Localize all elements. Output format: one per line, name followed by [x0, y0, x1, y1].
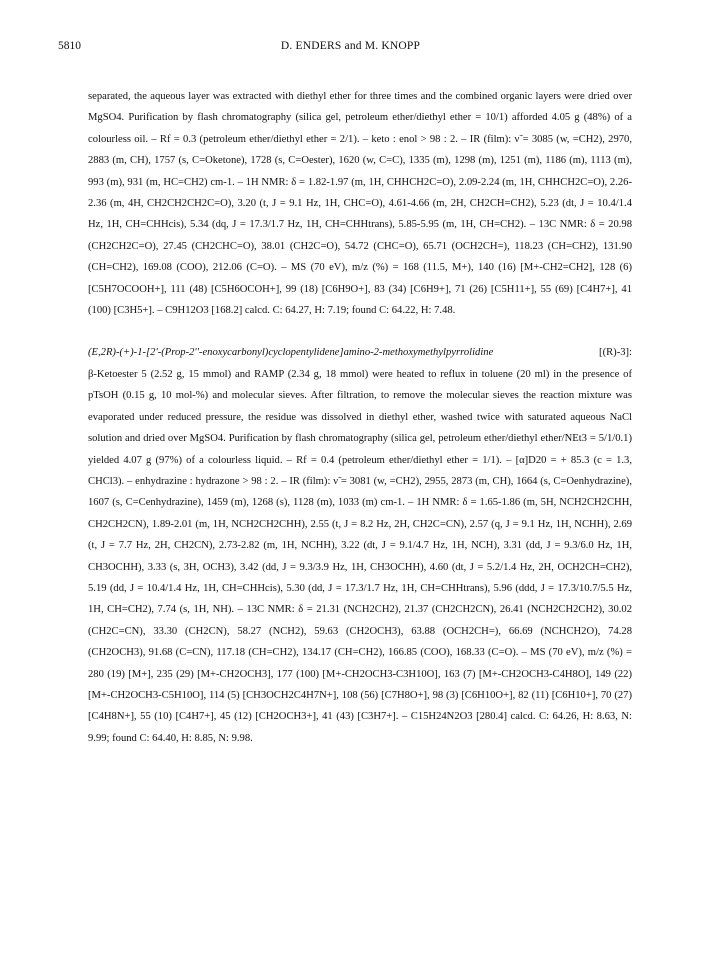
- page-number: 5810: [58, 40, 81, 52]
- experimental-paragraph-1: [88, 86, 632, 321]
- paragraph-text: separated, the aqueous layer was extracted with diethyl ether for three times and the combined organic layers were dried over MgSO4. Purification by flash chromatography (silica gel, petroleum ether/diethyl ether = 10/1) afforded 4.05 g (48%) of a colourless oil. – Rf = 0.3 (petroleum ether/diethyl ether = 2/1). – keto : enol > 98 : 2. – IR (film): ν̃ = 3085 (w, =CH2), 2970, 2883 (m, CH), 1757 (s, C=Oketone), 1728 (s, C=Oester), 1620 (w, C=C), 1335 (m), 1298 (m), 1251 (m), 1186 (m), 1113 (m), 993 (m), 931 (m, HC=CH2) cm-1. – 1H NMR: δ = 1.82-1.97 (m, 1H, CHHCH2C=O), 2.09-2.24 (m, 1H, CHHCH2C=O), 2.26-2.36 (m, 4H, CH2CH2CH2C=O), 3.20 (t, J = 9.1 Hz, 1H, CHC=O), 4.61-4.66 (m, 2H, CH2CH=CH2), 5.23 (dt, J = 10.4/1.4 Hz, 1H, CH=CHHcis), 5.34 (dq, J = 17.3/1.7 Hz, 1H, CH=CHHtrans), 5.85-5.95 (m, 1H, CH=CH2). – 13C NMR: δ = 20.98 (CH2CH2C=O), 27.45 (CH2CHC=O), 38.01 (CH2C=O), 54.72 (CHC=O), 65.71 (OCH2CH=), 118.23 (CH=CH2), 131.90 (CH=CH2), 169.08 (COO), 212.06 (C=O). – MS (70 eV), m/z (%) = 168 (11.5, M+), 140 (16) [M+-CH2=CH2], 128 (6) [C5H7OCOOH+], 111 (48) [C5H6OCOH+], 99 (18) [C6H9O+], 83 (34) [C6H9+], 71 (26) [C5H11+], 55 (69) [C4H7+], 41 (100) [C3H5+]. – C9H12O3 [168.2] calcd. C: 64.27, H: 7.19; found C: 64.22, H: 7.48.: [88, 91, 632, 317]
- paragraph-text: β-Ketoester 5 (2.52 g, 15 mmol) and RAMP (2.34 g, 18 mmol) were heated to reflux in toluene (20 ml) in the presence of pTsOH (0.15 g, 10 mol-%) and molecular sieves. After filtration, to remove the molecular sieves the reaction mixture was evaporated under reduced pressure, the residue was dissolved in diethyl ether, washed twice with saturated aqueous NaCl solution and dried over MgSO4. Purification by flash chromatography (silica gel, petroleum ether/diethyl ether/NEt3 = 5/1/0.1) yielded 4.07 g (97%) of a colourless liquid. – Rf = 0.4 (petroleum ether/diethyl ether = 1/1). – [α]D20 = + 85.3 (c = 1.3, CHCl3). – enhydrazine : hydrazone > 98 : 2. – IR (film): ν̃ = 3081 (w, =CH2), 2955, 2873 (m, CH), 1664 (s, C=Oenhydrazine), 1607 (s, C=Cenhydrazine), 1459 (m), 1268 (s), 1128 (m), 1033 (m) cm-1. – 1H NMR: δ = 1.65-1.86 (m, 5H, NCH2CH2CHH, CH2CH2CN), 1.89-2.01 (m, 1H, NCH2CH2CHH), 2.55 (t, J = 8.2 Hz, 2H, CH2C=CN), 2.57 (q, J = 9.1 Hz, 1H, NCHH), 2.69 (t, J = 7.7 Hz, 2H, CH2CN), 2.73-2.82 (m, 1H, NCHH), 3.22 (dt, J = 9.1/4.7 Hz, 1H, NCH), 3.31 (dd, J = 9.3/6.0 Hz, 1H, CH3OCHH), 3.33 (s, 3H, OCH3), 3.42 (dd, J = 9.3/3.9 Hz, 1H, CH3OCHH), 4.60 (dt, J = 5.2/1.4 Hz, 2H, OCH2CH=CH2), 5.19 (dd, J = 10.4/1.4 Hz, 1H, CH=CHHcis), 5.30 (dd, J = 17.3/1.7 Hz, 1H, CH=CHHtrans), 5.96 (ddd, J = 17.3/10.7/5.5 Hz, 1H, CH=CH2), 7.74 (s, 1H, NH). – 13C NMR: δ = 21.31 (NCH2CH2), 21.37 (CH2CH2CN), 26.41 (NCH2CH2CH2), 30.02 (CH2C=CN), 33.30 (CH2CN), 58.27 (NCH2), 59.63 (CH2OCH3), 63.88 (OCH2CH=), 66.69 (NCHCH2O), 74.28 (CH2OCH3), 91.68 (C=CN), 117.18 (CH=CH2), 134.17 (CH=CH2), 166.85 (COO), 168.33 (C=O). – MS (70 eV), m/z (%) = 280 (19) [M+], 235 (29) [M+-CH2OCH3], 177 (100) [M+-CH2OCH3-C3H10O], 163 (7) [M+-CH2OCH3-C4H8O], 149 (22) [M+-CH2OCH3-C5H10O], 114 (5) [CH3OCH2C4H7N+], 108 (56) [C7H8O+], 98 (3) [C6H10O+], 82 (11) [C6H10+], 70 (27) [C4H8N+], 55 (10) [C4H7+], 45 (12) [CH2OCH3+], 41 (43) [C3H7+]. – C15H24N2O3 [280.4] calcd. C: 64.26, H: 8.63, N: 9.99; found C: 64.40, H: 8.85, N: 9.98.: [88, 368, 632, 744]
- page-header: [58, 40, 643, 56]
- compound-name: (E,2R)-(+)-1-[2'-(Prop-2''-enoxycarbonyl)cyclopentylidene]amino-2-methoxymethylpyrrolidine: [88, 347, 494, 359]
- compound-heading: [88, 342, 632, 363]
- running-head: D. ENDERS and M. KNOPP: [280, 40, 421, 52]
- article-body: [88, 86, 632, 749]
- experimental-paragraph-2: [88, 364, 632, 749]
- compound-label: [(R)-3]:: [599, 347, 632, 359]
